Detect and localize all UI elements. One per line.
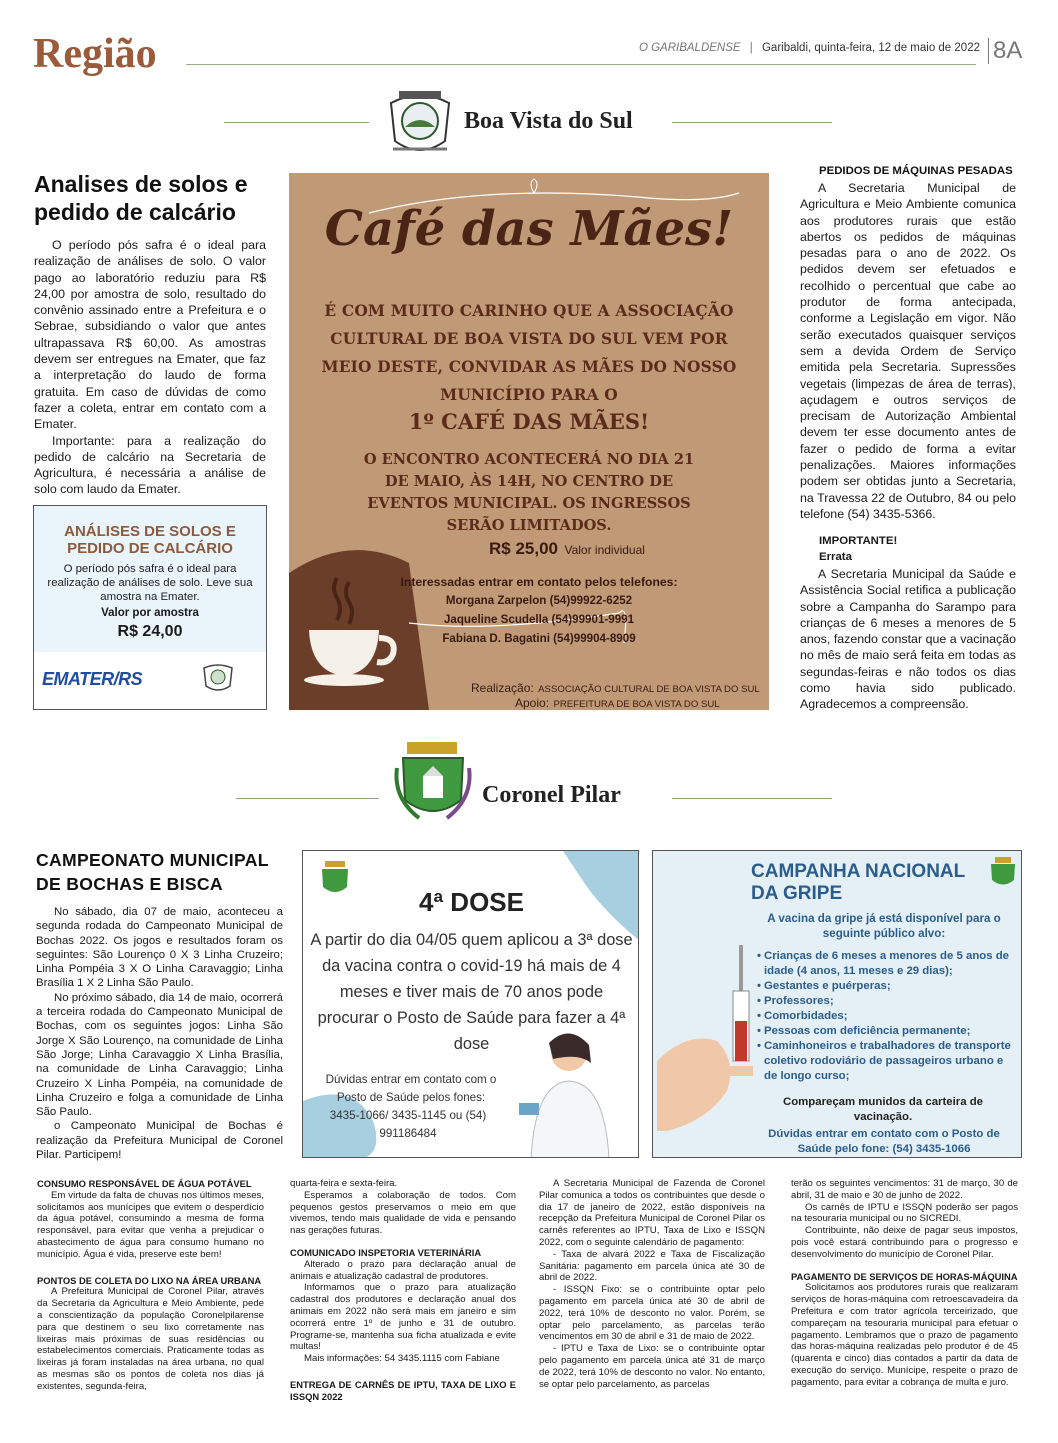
gripe-item: • Caminhoneiros e trabalhadores de transporte coletivo rodoviário de passageiros urbano e de longo curso; xyxy=(757,1040,1011,1082)
iptu-p1: A Secretaria Municipal de Fazenda de Coronel Pilar comunica a todos os contribuintes que desde o dia 17 de janeiro de 2022, estão disponíveis na recepção da Prefeitura Municipal de Coronel Pilar os carnês referentes ao IPTU, Taxa de Lixo e ISSQN 2022, com o seguinte calendário de pagamento: xyxy=(539,1178,765,1248)
bocha-para-1: No sábado, dia 07 de maio, aconteceu a segunda rodada do Campeonato Municipal de Bochas 2022. Os jogos e resultados foram os seguintes: São Lourenço 0 X 3 Linha Cruzeiro; Linha Pompéia 3 X O Linha Caravaggio; Linha Brasília 1 X 2 Linha São Paulo. xyxy=(36,906,283,990)
gripe-item: • Pessoas com deficiência permanente; xyxy=(757,1025,971,1037)
errata-label: Errata xyxy=(819,551,852,563)
page-number: 8A xyxy=(988,38,1022,64)
realizacao-value: ASSOCIAÇÃO CULTURAL DE BOA VISTA DO SUL xyxy=(538,684,760,695)
cp-crest-gripe-icon xyxy=(987,855,1019,891)
soil-title: Analises de solos e pedido de calcário xyxy=(34,171,248,225)
gripe-item: • Professores; xyxy=(757,995,834,1007)
gripe-item: • Comorbidades; xyxy=(757,1010,848,1022)
gripe-footer-2: Dúvidas entrar em contato com o Posto de Saúde pelo fone: (54) 3435-1066 xyxy=(768,1128,1000,1155)
trash-body: A Prefeitura Municipal de Coronel Pilar, através da Secretaria da Agricultura e Meio Ambiente, pede a conscientização da população Coronelpilarense para que destinem o seu lixo corretamente nas lixeiras mais próximas de suas residências ou estabelecimentos comerciais. Praticamente todas as lixeiras já foram instaladas na área urbana, no qual as mesmas são os pontos de coleta nos dias já existentes, segunda-feira, xyxy=(37,1286,264,1392)
section-title: Região xyxy=(33,31,157,77)
iptu-p5: terão os seguintes vencimentos: 31 de março, 30 de abril, 31 de maio e 30 de junho de 2022. xyxy=(791,1178,1018,1201)
dose-contact: Dúvidas entrar em contato com o Posto de Saúde pelos fones: xyxy=(325,1073,497,1104)
trash-cont: quarta-feira e sexta-feira. xyxy=(290,1178,398,1189)
water-body: Em virtude da falta de chuvas nos últimos meses, solicitamos aos munícipes que evitem o desperdício da água potável, consumindo a mesma de forma responsável, para evitar que venha a prejudicar o abastecimento de água para consumo humano no município. Água é vida, preserve este bem! xyxy=(37,1189,264,1260)
soil-ad-title: ANÁLISES DE SOLOS E PEDIDO DE CALCÁRIO xyxy=(64,523,236,557)
vet-p2: Informamos que o prazo para atualização cadastral dos produtores e declaração anual dos animais em 2022 não será mais em janeiro e sim ocorrerá entre 1º de junho e 31 de outubro. Programe-se, mantenha sua ficha atualizada e evite multas! xyxy=(290,1282,516,1353)
gripe-intro: A vacina da gripe já está disponível para o seguinte público alvo: xyxy=(767,912,1001,940)
iptu-p3: - ISSQN Fixo: se o contribuinte optar pelo pagamento em parcela única até 30 de abril de 2022, terá 10% de desconto no valor. Porém, se optar pelo parcelamento, as parcelas terão vencimentos em 30 de abril e 31 de maio de 2022. xyxy=(539,1284,765,1343)
soil-body xyxy=(34,237,266,498)
bvs-crest-small-icon xyxy=(200,660,236,696)
cp-name: Coronel Pilar xyxy=(482,782,621,808)
iptu-p7: Contribuinte, não deixe de pagar seus impostos, pois você estará contribuindo para o progresso e desenvolvimento do município de Coronel Pilar. xyxy=(791,1225,1018,1260)
dose-text: A partir do dia 04/05 quem aplicou a 3ª dose da vacina contra o covid-19 há mais de 4 meses e tiver mais de 70 anos pode procurar o Posto de Saúde para fazer a 4ª dose xyxy=(310,931,633,1053)
bocha-para-2: No próximo sábado, dia 14 de maio, ocorrerá a terceira rodada do Campeonato Municipal de Bochas, com os seguintes jogos: Linha São Jorge X São Lourenço, na comunidade de Linha São Jorge; Linha Caravaggio X Linha Brasília, na comunidade de Linha Caravaggio; Linha Cruzeiro X Linha Pompéia, na comunidade de Linha Cruzeiro e folga a comunidade de Linha São Paulo. xyxy=(36,991,283,1119)
bvs-name: Boa Vista do Sul xyxy=(464,108,633,134)
gripe-ad xyxy=(652,850,1022,1158)
gripe-item: • Gestantes e puérperas; xyxy=(757,980,891,992)
machines-para: A Secretaria Municipal de Agricultura e Meio Ambiente comunica aos produtores rurais que estão abertos os pedidos de máquinas pesadas para o ano de 2022. Os pedidos devem ser efetuados e recolhido o percentual que cabe ao produtor de forma antecipada, conforme a Legislação em vigor. Não serão executados quaisquer serviços sem a devida Ordem de Serviço emitida pela Secretaria. Supressões vegetais (limpezas de área de terras), açudagem e outros serviços de precisam de Autorização Ambiental devem ter esse documento antes de fazer o pedido de forma a evitar penalizações. Maiores informações podem ser obtidas junto a Secretaria, na Travessa 22 de Outubro, 84 ou pelo telefone (54) 3435-5366. xyxy=(800,181,1016,521)
soil-ad-price: R$ 24,00 xyxy=(117,623,183,640)
cp-crest-icon xyxy=(389,738,477,830)
errata-para: A Secretaria Municipal da Saúde e Assistência Social retifica a publicação sobre a Campanha do Sarampo para crianças de 6 meses a menores de 5 anos, fazendo constar que a vacinação no mês de maio será feita em todas as segundas-feiras e não todos os dias como havia sido publicado. Agradecemos a compreensão. xyxy=(800,567,1016,712)
gripe-list xyxy=(757,949,1015,1084)
realizacao-label: Realização: xyxy=(471,681,534,695)
iptu-title: ENTREGA DE CARNÊS DE IPTU, TAXA DE LIXO E ISSQN 2022 xyxy=(290,1378,516,1402)
hours-body: Solicitamos aos produtores rurais que realizaram serviços de horas-máquina com retroescavadeira da Prefeitura e com trator agrícola terceirizado, que compareçam na tesouraria municipal para efetuar o pagamento. Lembramos que o prazo de pagamento das horas-máquina realizadas pelo produtor é de 45 (quarenta e cinco) dias contados a partir da data de execução do serviço. Munícipe, respeite o prazo de pagamento, para evitar a cobrança de multa e juro. xyxy=(791,1282,1018,1388)
vet-title: COMUNICADO INSPETORIA VETERINÁRIA xyxy=(290,1246,482,1258)
cafe-price-value: R$ 25,00 xyxy=(489,539,558,558)
gripe-footer-1: Compareçam munidos da carteira de vacinação. xyxy=(782,1096,984,1123)
nurse-icon xyxy=(509,1023,629,1158)
errata-body xyxy=(800,566,1016,713)
soil-ad xyxy=(33,505,267,710)
iptu-p6: Os carnês de IPTU e ISSQN poderão ser pagos na tesouraria municipal ou no SICREDI. xyxy=(791,1201,1018,1225)
cafe-event: 1º CAFÉ DAS MÃES! xyxy=(408,409,650,434)
apoio-label: Apoio: xyxy=(515,696,550,710)
cafe-apoio xyxy=(515,694,720,710)
dose-ad xyxy=(302,850,639,1158)
important-label: IMPORTANTE! xyxy=(819,535,898,547)
bocha-body xyxy=(36,905,283,1162)
vet-p3: Mais informações: 54 3435.1115 com Fabiane xyxy=(304,1353,500,1365)
small-col-3 xyxy=(539,1178,765,1390)
bocha-title: CAMPEONATO MUNICIPAL DE BOCHAS E BISCA xyxy=(36,850,269,894)
trash-thanks: Esperamos a colaboração de todos. Com pequenos gestos preservamos o meio em que vivemos, tendo mais qualidade de vida e pensando nas gerações futuras. xyxy=(290,1189,516,1237)
dateline-box: O GARIBALDENSE | Garibaldi, quinta-feira, 12 de maio de 2022 xyxy=(638,42,980,54)
iptu-p4: - IPTU e Taxa de Lixo: se o contribuinte optar pelo pagamento em parcela única até 31 de março de 2022, terá 10% de desconto no valor. No entanto, se optar pelo parcelamento, as parcelas xyxy=(539,1343,765,1390)
soil-para-2: Importante: para a realização do pedido de calcário na Secretaria de Agricultura, é necessária a análise de solo com laudo da Emater. xyxy=(34,433,266,497)
small-col-2 xyxy=(290,1178,516,1403)
gripe-title: CAMPANHA NACIONAL DA GRIPE xyxy=(751,861,965,904)
cafe-contact-intro: Interessadas entrar em contato pelos telefones: xyxy=(400,575,678,589)
vet-p1: Alterado o prazo para declaração anual de animais e atualização cadastral de produtores. xyxy=(290,1258,516,1282)
cafe-details: O ENCONTRO ACONTECERÁ NO DIA 21 DE MAIO, ÀS 14H, NO CENTRO DE EVENTOS MUNICIPAL. OS INGRESSOS SERÃO LIMITADOS. xyxy=(363,451,695,534)
cafe-title: Café das Mães! xyxy=(324,201,734,257)
cafe-price-note: Valor individual xyxy=(564,543,645,557)
small-col-4 xyxy=(791,1178,1018,1389)
dose-phones: 3435-1066/ 3435-1145 ou (54) 991186484 xyxy=(329,1109,487,1140)
hours-title: PAGAMENTO DE SERVIÇOS DE HORAS-MÁQUINA xyxy=(791,1270,1018,1282)
syringe-hand-icon xyxy=(657,931,757,1131)
dateline: Garibaldi, quinta-feira, 12 de maio de 2022 xyxy=(761,42,980,54)
iptu-p2: - Taxa de alvará 2022 e Taxa de Fiscalização Sanitária: pagamento em parcela única até 30 de abril de 2022. xyxy=(539,1248,765,1284)
cafe-invite: É COM MUITO CARINHO QUE A ASSOCIAÇÃO CULTURAL DE BOA VISTA DO SUL VEM POR MEIO DESTE, CONVIDAR AS MÃES DO NOSSO MUNICÍPIO PARA O xyxy=(321,302,737,404)
cafe-price xyxy=(489,539,645,559)
trash-title: PONTOS DE COLETA DO LIXO NA ÁREA URBANA xyxy=(37,1274,262,1286)
coffee-cup-icon xyxy=(297,568,407,688)
soil-ad-text: O período pós safra é o ideal para realização de análises de solo. Leve sua amostra na Emater. xyxy=(47,563,253,603)
cafe-contact-1: Morgana Zarpelon (54)99922-6252 xyxy=(445,594,633,607)
machines-body xyxy=(800,180,1016,522)
soil-ad-price-label: Valor por amostra xyxy=(101,607,199,619)
apoio-value: PREFEITURA DE BOA VISTA DO SUL xyxy=(553,699,720,710)
paper-name: O GARIBALDENSE xyxy=(638,42,741,54)
small-col-1 xyxy=(37,1178,264,1393)
cafe-contact-3: Fabiana D. Bagatini (54)99904-8909 xyxy=(442,632,636,645)
cafe-contact-2: Jaqueline Scudella (54)99901-9991 xyxy=(443,613,635,626)
cafe-poster xyxy=(289,173,769,710)
soil-para-1: O período pós safra é o ideal para realização de análises de solo. O valor pago ao laboratório reduziu para R$ 24,00 por amostra de solo, resultado do convênio assinado entre a Prefeitura e o Sebrae, subsidiando o valor que antes ultrapassava R$ 60,00. As amostras devem ser entregues na Emater, que faz a interpretação do laudo de forma gratuita. Em caso de dúvidas de como fazer a coleta, entrar em contato com a Emater. xyxy=(34,238,266,432)
bocha-para-3: o Campeonato Municipal de Bochas é realização da Prefeitura Municipal de Coronel Pilar. Participem! xyxy=(36,1120,283,1162)
gripe-item: • Crianças de 6 meses a menores de 5 anos de idade (4 anos, 11 meses e 29 dias); xyxy=(757,950,1010,977)
dose-title: 4ª DOSE xyxy=(419,887,524,917)
water-title: CONSUMO RESPONSÁVEL DE ÁGUA POTÁVEL xyxy=(37,1178,252,1189)
machines-title: PEDIDOS DE MÁQUINAS PESADAS xyxy=(819,165,1013,177)
bvs-crest-icon xyxy=(381,83,459,161)
emater-logo: EMATER/RS xyxy=(42,669,143,689)
